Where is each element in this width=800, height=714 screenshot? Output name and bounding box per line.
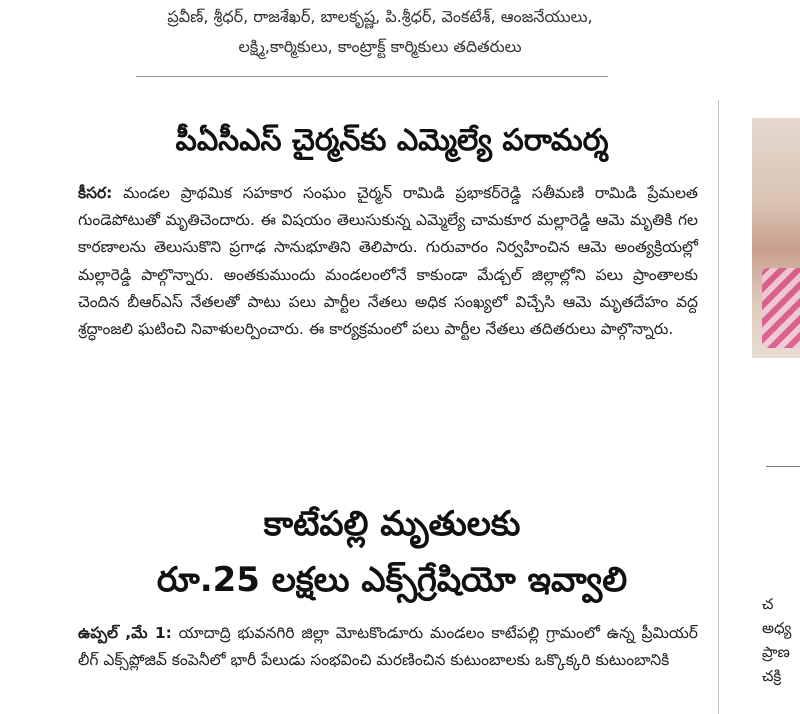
right-column-divider [766, 466, 800, 467]
right-column-snippet: చక్రి [762, 667, 782, 685]
column-divider [718, 100, 719, 714]
photo-caption-continuation [60, 2, 700, 62]
article-1-dateline: కీసర: [78, 184, 113, 202]
article-2-body [78, 620, 698, 714]
right-column-snippet: అధ్య [762, 619, 792, 637]
article-2-headline-line-1: కాటేపల్లి మృతులకు [263, 504, 521, 544]
caption-line-2: లక్ష్మి,కార్మికులు, కాంట్రాక్ట్ కార్మికులు తదితరులు [238, 37, 522, 56]
caption-line-1: ప్రవీణ్, శ్రీధర్, రాజశేఖర్, బాలకృష్ణ, పి.శ్రీధర్, వెంకటేశ్, ఆంజనేయులు, [167, 7, 593, 26]
article-2-headline [72, 496, 712, 608]
photo-fabric-detail [762, 268, 800, 348]
article-2-headline-line-2: రూ.25 లక్షలు ఎక్స్‌గ్రేషియో ఇవ్వాలి [156, 560, 628, 600]
article-1-text: మండల ప్రాథమిక సహకార సంఘం చైర్మన్ రామిడి ప్రభాకర్‌రెడ్డి సతీమణి రామిడి ప్రేమలత గుండెపోటుతో మృతిచెందారు. ఈ విషయం తెలుసుకున్న ఎమ్మెల్యే చామకూర మల్లారెడ్డి ఆమె మృతికి గల కారణాలను తెలుసుకొని ప్రగాఢ సానుభూతిని తెలిపారు. గురువారం నిర్వహించిన ఆమె అంత్యక్రియల్లో మల్లారెడ్డి పాల్గొన్నారు. అంతకుముందు మండలంలోనే కాకుండా మేడ్చల్ జిల్లాల్లోని పలు ప్రాంతాలకు చెందిన బీఆర్ఎస్ నేతలతో పాటు పలు పార్టీల నేతలు అధిక సంఖ్యలో విచ్చేసి ఆమె మృతదేహం వద్ద శ్రద్ధాంజలి ఘటించి నివాళులర్పించారు. ఈ కార్యక్రమంలో పలు పార్టీల నేతలు తదితరులు పాల్గొన్నారు. [78, 184, 698, 339]
article-1-headline: పీఏసీఎస్ చైర్మన్‌కు ఎమ్మెల్యే పరామర్శ [175, 123, 609, 158]
right-column-snippet: చ [762, 595, 774, 613]
cropped-news-photo [752, 118, 800, 358]
article-2-dateline: ఉప్పల్ ,మే 1: [78, 624, 172, 642]
right-column-snippet: ప్రాణ [762, 643, 790, 661]
article-1-body [78, 180, 698, 343]
section-divider [136, 76, 608, 77]
article-2-text: యాదాద్రి భువనగిరి జిల్లా మోటకొండూరు మండలం కాటేపల్లి గ్రామంలో ఉన్న ప్రీమియర్ లీగ్ ఎక్స్‌ప్లోజివ్ కంపెనీలో భారీ పేలుడు సంభవించి మరణించిన కుటుంబాలకు ఒక్కొక్కరి కుటుంబానికి [78, 624, 698, 670]
